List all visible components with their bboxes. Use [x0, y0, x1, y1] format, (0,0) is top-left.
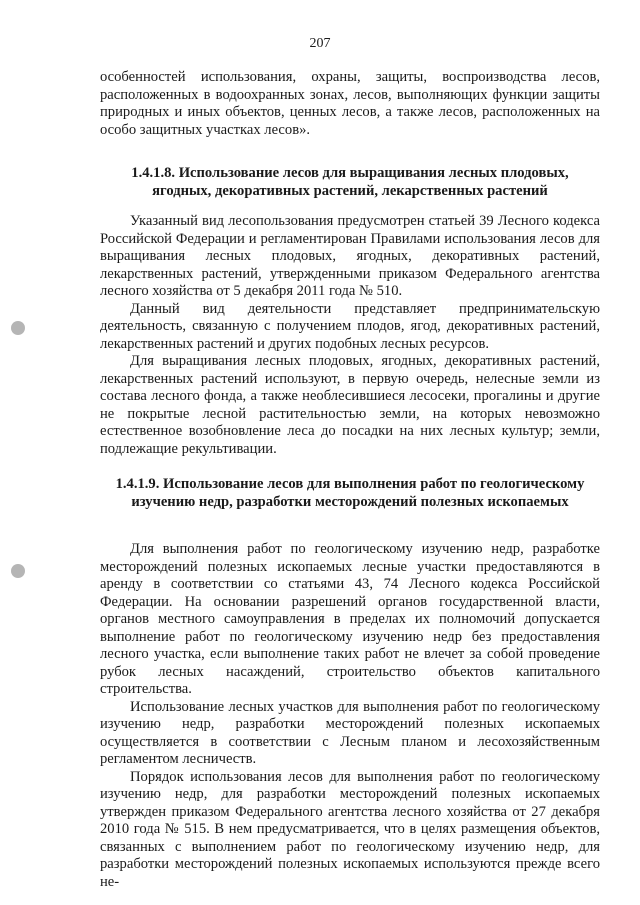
intro-paragraph: особенностей использования, охраны, защиты, воспроизводства лесов, расположенных в водоохранных зонах, лесов, выполняющих функции защиты природных и иных объектов, ценных лесов, а также лесов, расположенных на особо защитных участках лесов».: [100, 69, 600, 138]
punch-hole-mark: [11, 321, 25, 335]
body-paragraph: Указанный вид лесопользования предусмотрен статьей 39 Лесного кодекса Российской Федерации и регламентирован Правилами использования лесов для выращивания лесных плодовых, ягодных, декоративных растений, лекарственных растений, утвержденными приказом Федерального агентства лесного хозяйства от 5 декабря 2011 года № 510.: [100, 213, 600, 299]
punch-hole-mark: [11, 564, 25, 578]
section-heading-1-4-1-8: 1.4.1.8. Использование лесов для выращивания лесных плодовых, ягодных, декоративных растений, лекарственных растений: [131, 165, 569, 199]
intro-block: [100, 69, 600, 139]
section-2-body: [100, 541, 600, 891]
body-paragraph: Для выполнения работ по геологическому изучению недр, разработке месторождений полезных ископаемых лесные участки предоставляются в аренду в соответствии со статьями 43, 74 Лесного кодекса Российской Федерации. На основании разрешений органов государственной власти, органов местного самоуправления в пределах их полномочий допускается выполнение работ по геологическому изучению недр без предоставления лесного участка, если выполнение таких работ не влечет за собой проведение рубок лесных насаждений, строительство объектов капитального строительства.: [100, 541, 600, 697]
body-paragraph: Для выращивания лесных плодовых, ягодных, декоративных растений, лекарственных растений используют, в первую очередь, нелесные земли из состава лесного фонда, а также необлесившиеся лесосеки, прогалины и другие не покрытые лесной растительностью земли, на которых невозможно естественное возобновление леса до посадки на них лесных культур; земли, подлежащие рекультивации.: [100, 353, 600, 457]
body-paragraph: Использование лесных участков для выполнения работ по геологическому изучению недр, разработки месторождений полезных ископаемых осуществляется в соответствии с Лесным планом и лесохозяйственным регламентом лесничеств.: [100, 698, 600, 767]
page-number: 207: [309, 36, 331, 51]
body-paragraph: Данный вид деятельности представляет предпринимательскую деятельность, связанную с получением плодов, ягод, декоративных растений, лекарственных растений и других подобных лесных ресурсов.: [100, 300, 600, 352]
section-heading-1-4-1-9: 1.4.1.9. Использование лесов для выполнения работ по геологическому изучению недр, разработки месторождений полезных ископаемых: [115, 476, 585, 510]
body-paragraph: Порядок использования лесов для выполнения работ по геологическому изучению недр, для разработки месторождений полезных ископаемых утвержден приказом Федерального агентства лесного хозяйства от 27 декабря 2010 года № 515. В нем предусматривается, что в целях размещения объектов, связанных с выполнением работ по геологическому изучению недр, для разработки месторождений полезных ископаемых используются прежде всего не-: [100, 768, 600, 890]
section-1-body: [100, 213, 600, 458]
